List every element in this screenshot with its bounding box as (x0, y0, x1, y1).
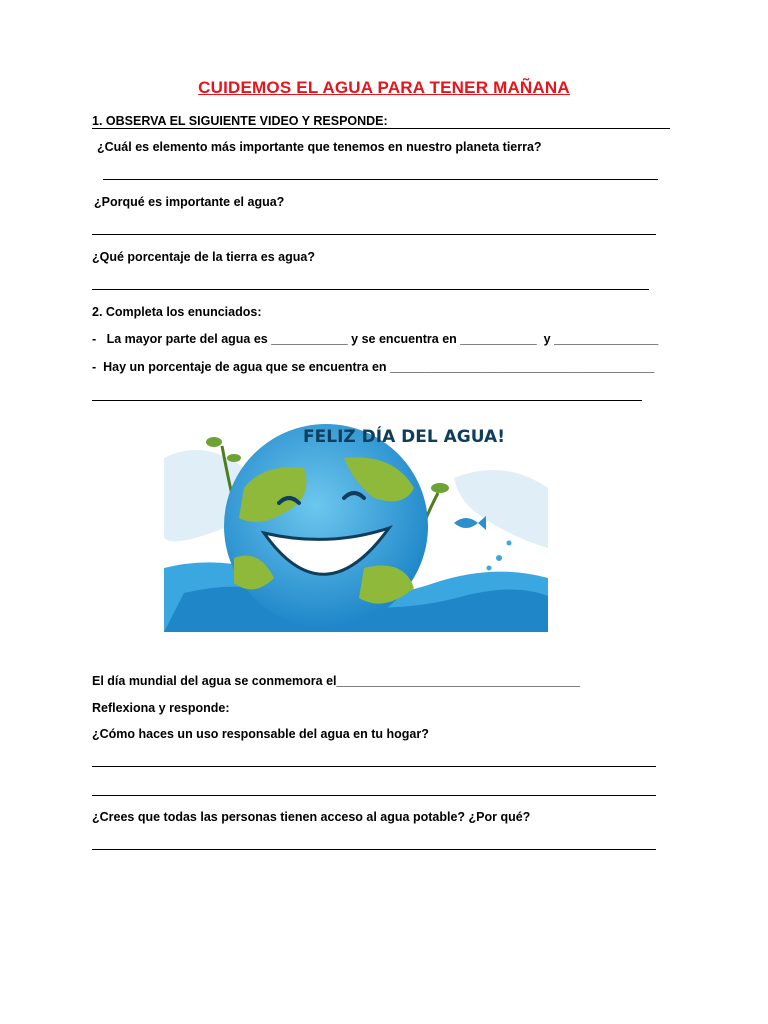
image-caption: FELIZ DÍA DEL AGUA! (303, 427, 505, 447)
leaf-left-1 (206, 437, 222, 447)
statement-2[interactable]: - Hay un porcentaje de agua que se encuentra en ______________________________________ (92, 360, 655, 374)
reflect-heading: Reflexiona y responde: (92, 701, 230, 715)
water-drop-3 (487, 566, 492, 571)
world-water-day-prompt[interactable]: El día mundial del agua se conmemora el___________________________________ (92, 674, 580, 688)
question-5: ¿Crees que todas las personas tienen acceso al agua potable? ¿Por qué? (92, 810, 531, 824)
answer-line-6[interactable] (92, 795, 656, 796)
earth-water-illustration (164, 418, 548, 632)
leaf-right (431, 483, 449, 493)
water-drop-1 (496, 555, 502, 561)
question-1: ¿Cuál es elemento más importante que tenemos en nuestro planeta tierra? (97, 140, 542, 154)
water-drop-2 (507, 541, 512, 546)
answer-line-2[interactable] (92, 234, 656, 235)
leaf-left-2 (227, 454, 241, 462)
question-2: ¿Porqué es importante el agua? (94, 195, 285, 209)
answer-line-7[interactable] (92, 849, 656, 850)
heading-underline (92, 128, 670, 129)
statement-1[interactable]: - La mayor parte del agua es ___________ y se encuentra en ___________ y _______________ (92, 332, 659, 346)
answer-line-1[interactable] (103, 179, 658, 180)
section1-heading: 1. OBSERVA EL SIGUIENTE VIDEO Y RESPONDE: (92, 114, 388, 128)
answer-line-5[interactable] (92, 766, 656, 767)
answer-line-4[interactable] (92, 400, 642, 401)
question-3: ¿Qué porcentaje de la tierra es agua? (92, 250, 315, 264)
answer-line-3[interactable] (92, 289, 649, 290)
page-title: CUIDEMOS EL AGUA PARA TENER MAÑANA (198, 78, 570, 97)
question-4: ¿Cómo haces un uso responsable del agua en tu hogar? (92, 727, 429, 741)
section2-heading: 2. Completa los enunciados: (92, 305, 262, 319)
